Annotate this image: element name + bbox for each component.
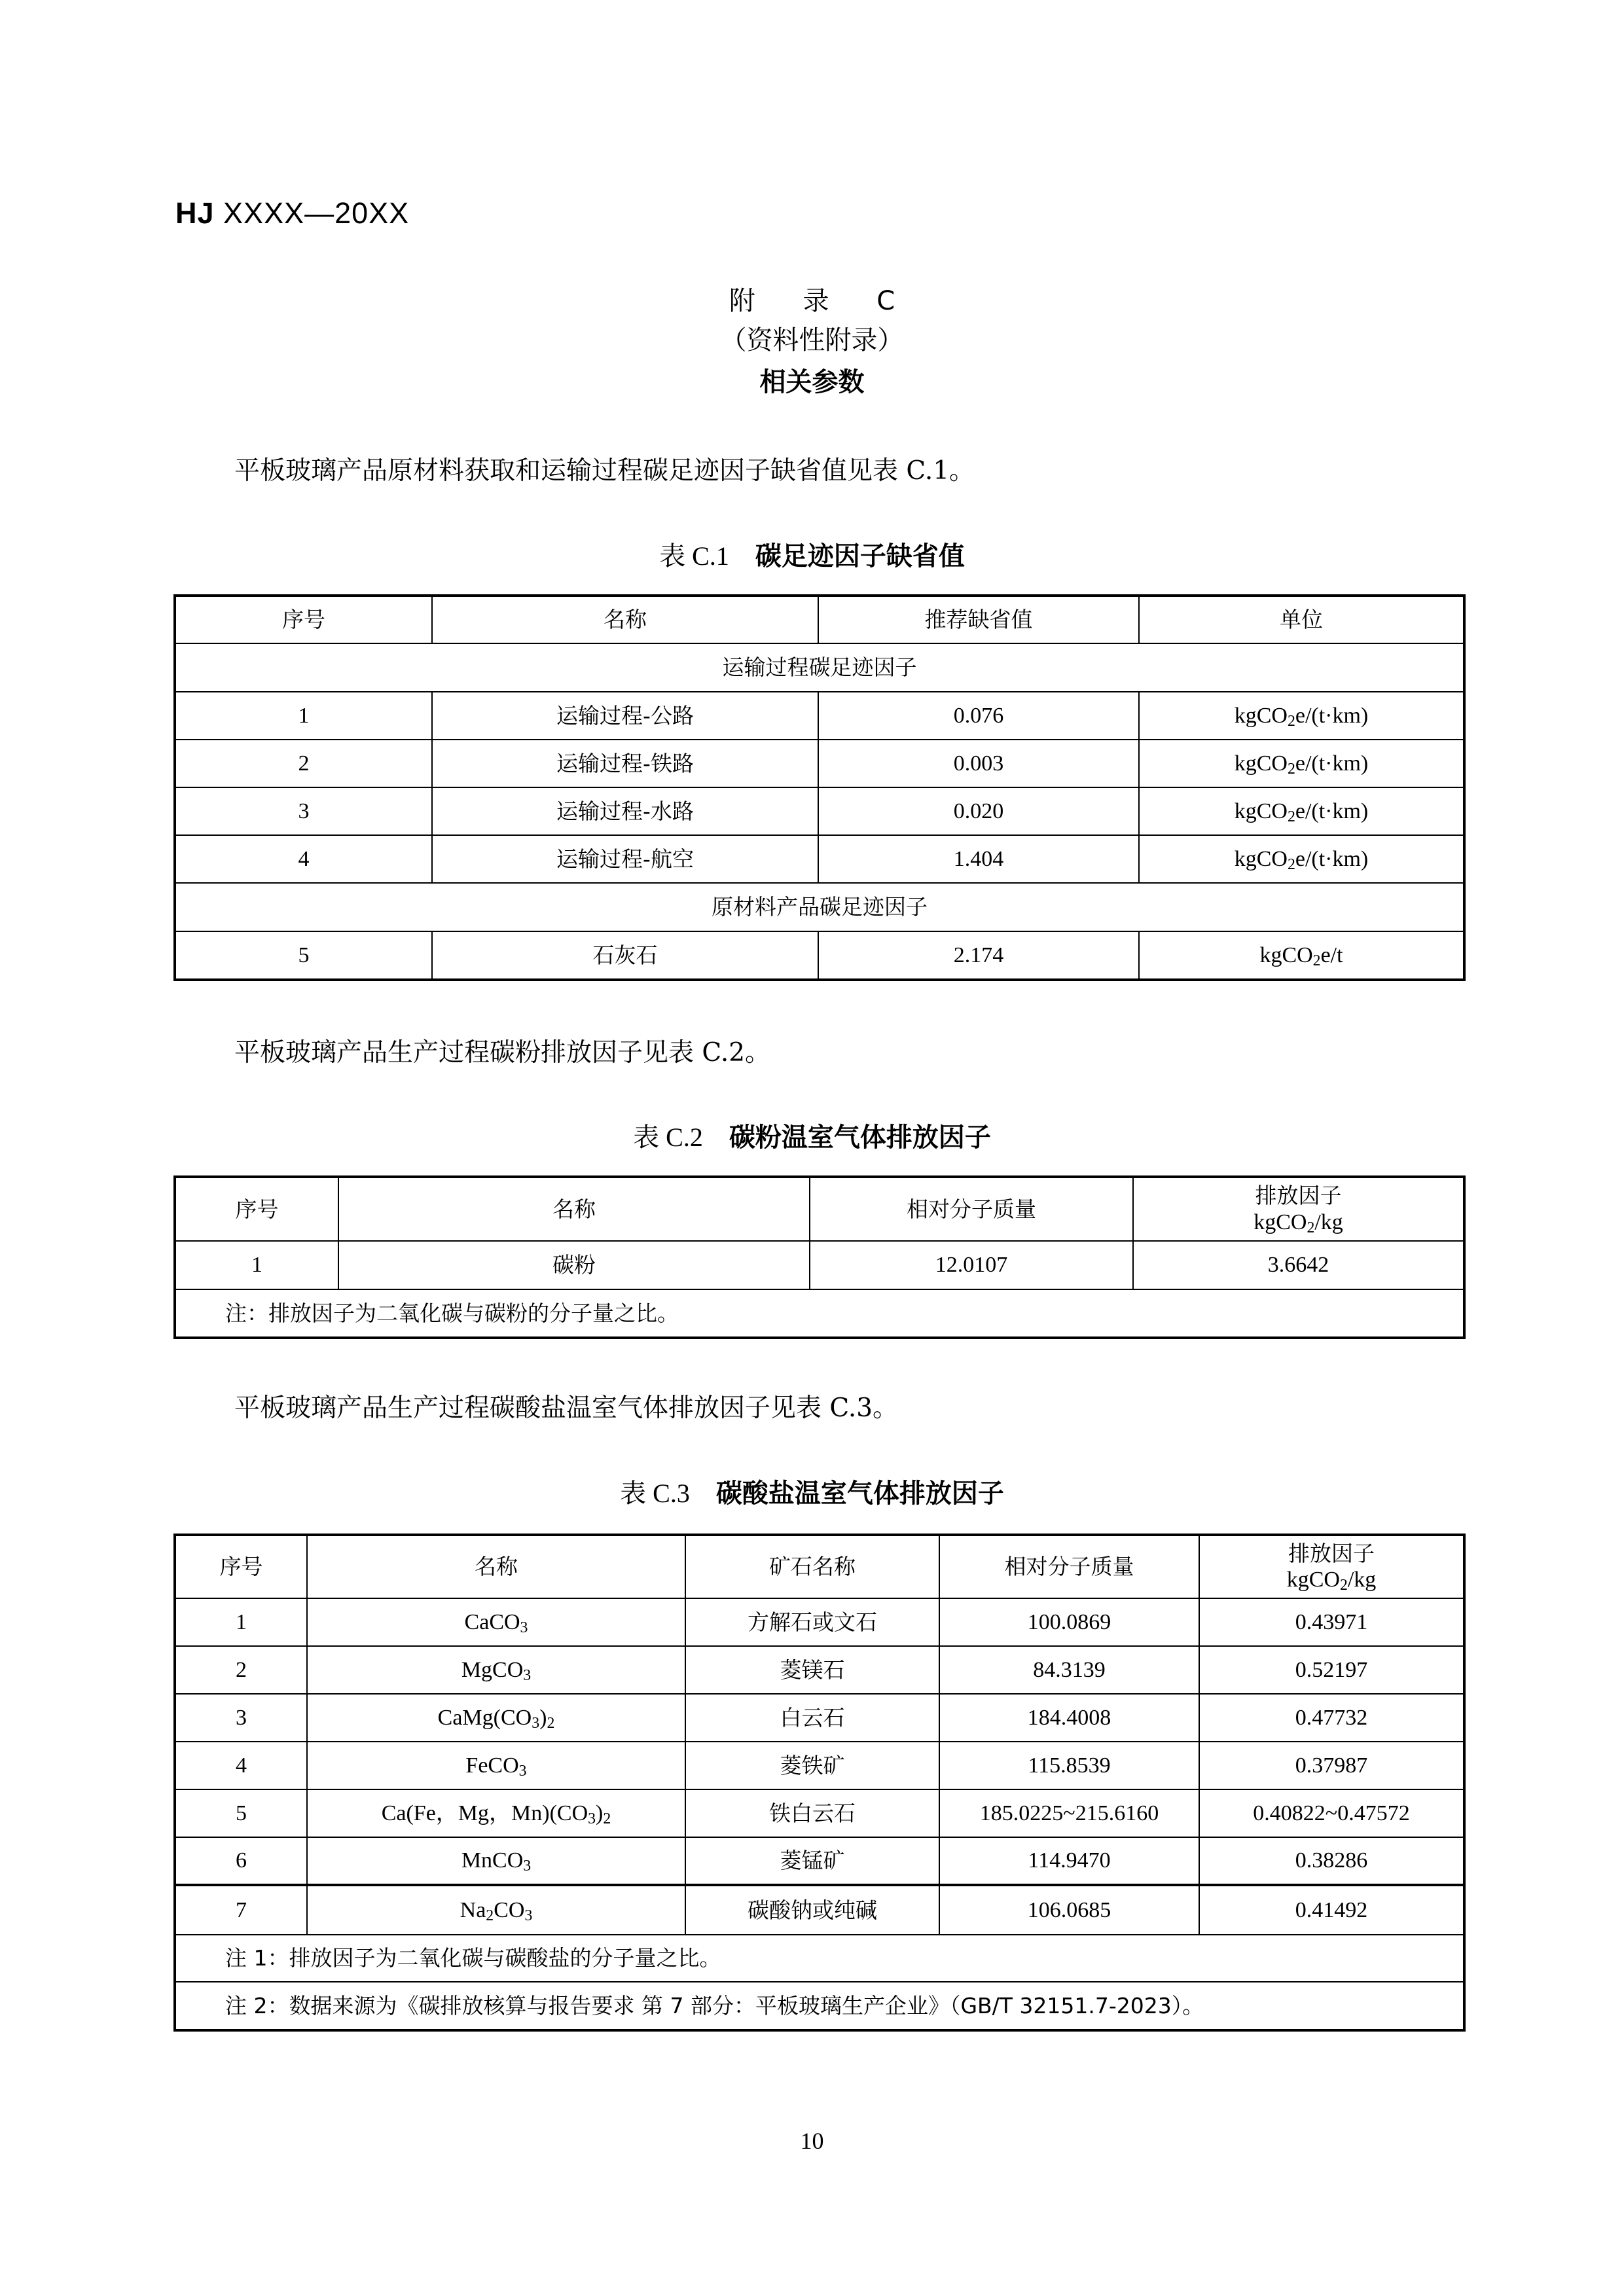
cell-ore: 碳酸钠或纯碱 — [685, 1885, 939, 1935]
cell-name: 石灰石 — [432, 931, 818, 980]
paragraph-table-c2-intro: 平板玻璃产品生产过程碳粉排放因子见表 C.2。 — [234, 1038, 771, 1067]
column-header: 推荐缺省值 — [818, 596, 1139, 643]
cell-no: 2 — [175, 1646, 307, 1694]
table-note-2: 注 2：数据来源为《碳排放核算与报告要求 第 7 部分：平板玻璃生产企业》（GB/T 32151.7-2023）。 — [175, 1982, 1464, 2030]
appendix-title: 附 录 C — [729, 286, 915, 316]
cell-ore: 白云石 — [685, 1694, 939, 1742]
table-row — [175, 1885, 1464, 1935]
cell-ore: 菱锰矿 — [685, 1837, 939, 1885]
cell-mass: 100.0869 — [939, 1598, 1199, 1646]
table-row — [175, 1598, 1464, 1646]
cell-no: 4 — [175, 1742, 307, 1789]
table-note-1: 注 1：排放因子为二氧化碳与碳酸盐的分子量之比。 — [175, 1935, 1464, 1982]
document-code-prefix: HJ — [175, 196, 215, 230]
paragraph-table-c1-intro: 平板玻璃产品原材料获取和运输过程碳足迹因子缺省值见表 C.1。 — [234, 456, 975, 486]
cell-factor: 0.52197 — [1199, 1646, 1464, 1694]
paragraph-table-c3-intro: 平板玻璃产品生产过程碳酸盐温室气体排放因子见表 C.3。 — [234, 1393, 899, 1423]
column-header-factor: 排放因子 kgCO$_2$/kg — [1199, 1535, 1464, 1598]
cell-factor: 0.38286 — [1199, 1837, 1464, 1885]
appendix-name: 相关参数 — [759, 367, 865, 397]
cell-mass: 184.4008 — [939, 1694, 1199, 1742]
column-header: 单位 — [1139, 596, 1464, 643]
cell-factor: 0.43971 — [1199, 1598, 1464, 1646]
table-c3-caption-title: 碳酸盐温室气体排放因子 — [715, 1479, 1004, 1509]
cell-no: 6 — [175, 1837, 307, 1885]
table-row — [175, 1789, 1464, 1837]
cell-ore: 方解石或文石 — [685, 1598, 939, 1646]
table-c2-caption-number: 表 C.2 — [633, 1122, 703, 1152]
cell-value: 2.174 — [818, 931, 1139, 980]
cell-ore: 菱铁矿 — [685, 1742, 939, 1789]
cell-factor: 0.47732 — [1199, 1694, 1464, 1742]
section-label: 原材料产品碳足迹因子 — [175, 883, 1464, 931]
document-code — [175, 196, 409, 230]
document-code-number: XXXX—20XX — [223, 196, 410, 230]
table-header-row — [175, 1535, 1464, 1598]
cell-mass: 12.0107 — [810, 1241, 1133, 1289]
table-c2 — [173, 1175, 1466, 1339]
column-header: 相对分子质量 — [810, 1177, 1133, 1241]
cell-no: 1 — [175, 1241, 338, 1289]
cell-mass: 114.9470 — [939, 1837, 1199, 1885]
table-row — [175, 740, 1464, 787]
table-row — [175, 1646, 1464, 1694]
cell-no: 3 — [175, 787, 432, 835]
section-row — [175, 643, 1464, 692]
table-c3-caption — [0, 1473, 1624, 1510]
appendix-subtitle: （资料性附录） — [720, 325, 904, 355]
table-row — [175, 1837, 1464, 1885]
table-c1-caption-title: 碳足迹因子缺省值 — [755, 541, 965, 571]
cell-name: 碳粉 — [338, 1241, 810, 1289]
column-header: 名称 — [338, 1177, 810, 1241]
cell-unit: kgCO$_2$e/(t·km) — [1139, 740, 1464, 787]
note-row — [175, 1982, 1464, 2030]
cell-no: 2 — [175, 740, 432, 787]
cell-formula: $Na_2CO_3$ — [307, 1885, 685, 1935]
cell-unit: kgCO$_2$e/(t·km) — [1139, 692, 1464, 740]
cell-factor: 0.41492 — [1199, 1885, 1464, 1935]
column-header: 序号 — [175, 596, 432, 643]
cell-unit: kgCO$_2$e/(t·km) — [1139, 835, 1464, 883]
note-row — [175, 1289, 1464, 1338]
cell-formula: CaCO$_3$ — [307, 1598, 685, 1646]
cell-no: 1 — [175, 1598, 307, 1646]
section-label: 运输过程碳足迹因子 — [175, 643, 1464, 692]
cell-factor: 0.37987 — [1199, 1742, 1464, 1789]
table-row — [175, 835, 1464, 883]
table-c3 — [173, 1534, 1466, 2032]
cell-mass: 106.0685 — [939, 1885, 1199, 1935]
cell-name: 运输过程-铁路 — [432, 740, 818, 787]
table-header-row — [175, 1177, 1464, 1241]
page-number: 10 — [800, 2128, 824, 2154]
cell-value: 0.076 — [818, 692, 1139, 740]
cell-unit: kgCO$_2$e/t — [1139, 931, 1464, 980]
cell-name: 运输过程-水路 — [432, 787, 818, 835]
table-c1-caption — [0, 535, 1624, 573]
cell-mass: 84.3139 — [939, 1646, 1199, 1694]
table-c1 — [173, 594, 1466, 981]
section-row — [175, 883, 1464, 931]
column-header: 名称 — [307, 1535, 685, 1598]
column-header: 序号 — [175, 1535, 307, 1598]
table-c2-caption — [0, 1117, 1624, 1154]
cell-ore: 铁白云石 — [685, 1789, 939, 1837]
table-header-row — [175, 596, 1464, 643]
cell-formula: Ca(Fe，Mg，$Mn)(CO_3)_2$ — [307, 1789, 685, 1837]
cell-factor: 0.40822~0.47572 — [1199, 1789, 1464, 1837]
cell-formula: MgCO$_3$ — [307, 1646, 685, 1694]
cell-value: 0.003 — [818, 740, 1139, 787]
cell-no: 5 — [175, 931, 432, 980]
column-header: 相对分子质量 — [939, 1535, 1199, 1598]
table-row — [175, 1742, 1464, 1789]
table-c2-caption-title: 碳粉温室气体排放因子 — [729, 1122, 991, 1153]
cell-name: 运输过程-航空 — [432, 835, 818, 883]
table-row — [175, 692, 1464, 740]
cell-mass: 185.0225~215.6160 — [939, 1789, 1199, 1837]
table-row — [175, 787, 1464, 835]
column-header: 名称 — [432, 596, 818, 643]
column-header: 序号 — [175, 1177, 338, 1241]
cell-value: 0.020 — [818, 787, 1139, 835]
cell-no: 4 — [175, 835, 432, 883]
cell-no: 7 — [175, 1885, 307, 1935]
cell-factor: 3.6642 — [1133, 1241, 1464, 1289]
table-row — [175, 931, 1464, 980]
cell-formula: MnCO$_3$ — [307, 1837, 685, 1885]
table-c1-caption-number: 表 C.1 — [659, 541, 729, 571]
cell-ore: 菱镁石 — [685, 1646, 939, 1694]
column-header-factor: 排放因子 kgCO$_2$/kg — [1133, 1177, 1464, 1241]
note-row — [175, 1935, 1464, 1982]
cell-unit: kgCO$_2$e/(t·km) — [1139, 787, 1464, 835]
table-row — [175, 1241, 1464, 1289]
cell-value: 1.404 — [818, 835, 1139, 883]
cell-name: 运输过程-公路 — [432, 692, 818, 740]
table-row — [175, 1694, 1464, 1742]
column-header: 矿石名称 — [685, 1535, 939, 1598]
cell-no: 3 — [175, 1694, 307, 1742]
cell-formula: FeCO$_3$ — [307, 1742, 685, 1789]
cell-mass: 115.8539 — [939, 1742, 1199, 1789]
table-note: 注：排放因子为二氧化碳与碳粉的分子量之比。 — [175, 1289, 1464, 1338]
cell-formula: $CaMg(CO_3)_2$ — [307, 1694, 685, 1742]
cell-no: 5 — [175, 1789, 307, 1837]
table-c3-caption-number: 表 C.3 — [620, 1479, 690, 1508]
cell-no: 1 — [175, 692, 432, 740]
